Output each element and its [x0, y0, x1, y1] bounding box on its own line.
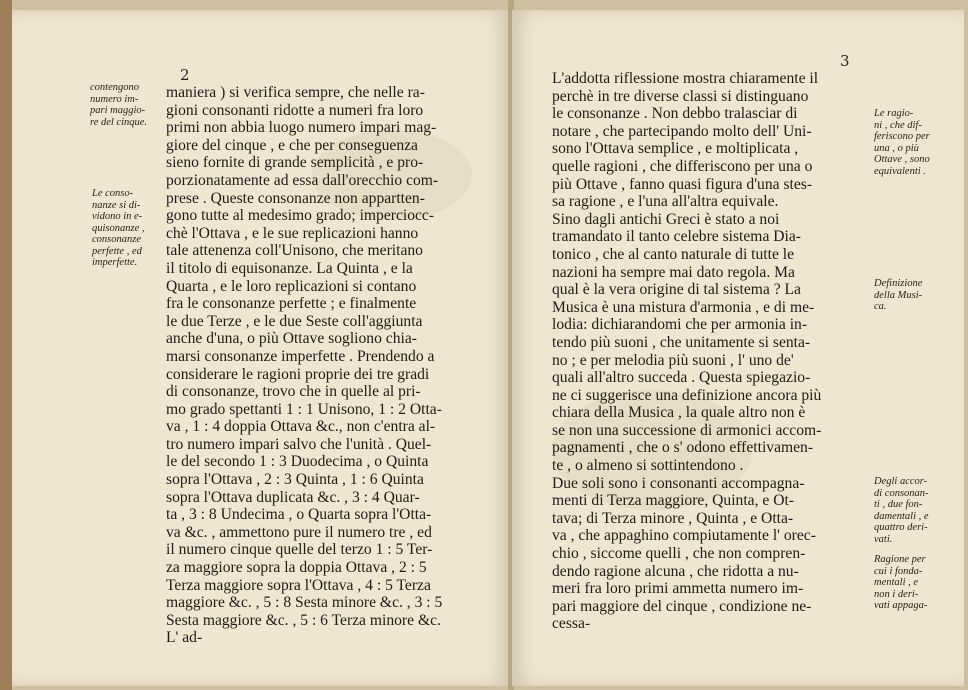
- margin-note-line: quattro deri-: [874, 522, 928, 533]
- margin-note: [90, 82, 147, 128]
- margin-note-line: consonanze: [92, 234, 141, 245]
- text-line: gioni consonanti ridotte a numeri fra loro: [166, 101, 424, 119]
- text-line: lodia: dichiarandomi che per armonia in-: [552, 316, 808, 334]
- margin-note-line: imperfette.: [92, 257, 138, 268]
- text-line: tale attenenza coll'Unisono, che meritano: [166, 242, 423, 260]
- margin-note-line: pari maggio-: [90, 105, 146, 116]
- text-line: L' ad-: [166, 629, 203, 647]
- text-line: za maggiore sopra la doppia Ottava , 2 : 5: [166, 559, 427, 577]
- text-line: tramandato il tanto celebre sistema Dia-: [552, 228, 801, 246]
- margin-note-line: feriscono per: [874, 131, 930, 142]
- text-line: meri fra loro primi ammetta numero im-: [552, 580, 804, 598]
- margin-note: [874, 554, 927, 612]
- margin-note-line: ni , che dif-: [874, 119, 922, 131]
- margin-note-line: cui i fonda-: [874, 565, 923, 577]
- text-line: le del secondo 1 : 3 Duodecima , o Quinta: [166, 453, 429, 471]
- page-number: 2: [180, 66, 190, 84]
- text-line: il titolo di equisonanze. La Quinta , e la: [166, 259, 413, 277]
- margin-note-line: Ottave , sono: [874, 154, 930, 165]
- text-line: tro numero impari salvo che l'unità . Quel-: [166, 435, 432, 453]
- text-line: pagnamenti , che o s' odono effettivamen-: [552, 439, 814, 457]
- margin-note-line: Definizione: [874, 278, 923, 289]
- text-line: te , o almeno si sottintendono .: [552, 457, 744, 475]
- text-line: va , 1 : 4 doppia Ottava &c., non c'entra al-: [166, 418, 436, 436]
- margin-note-line: una , o più: [874, 142, 919, 154]
- body-text: [552, 70, 821, 633]
- text-line: Sesta maggiore &c. , 5 : 6 Terza minore &c.: [166, 611, 441, 629]
- margin-note-line: della Musi-: [874, 289, 923, 301]
- text-line: primi non abbia luogo numero impari mag-: [166, 119, 437, 137]
- text-line: sopra l'Ottava duplicata &c. , 3 : 4 Quar-: [166, 488, 420, 506]
- margin-note-line: Le conso-: [92, 188, 134, 199]
- text-line: il numero cinque quelle del terzo 1 : 5 Ter-: [166, 541, 433, 559]
- text-line: prese . Queste consonanze non appartten-: [166, 189, 425, 207]
- text-line: pari maggiore del cinque , condizione ne-: [552, 597, 812, 615]
- text-line: ta , 3 : 8 Undecima , o Quarta sopra l'Otta-: [166, 506, 432, 524]
- text-line: le due Terze , e le due Seste coll'aggiunta: [166, 312, 423, 330]
- margin-note-line: re del cinque.: [90, 116, 148, 128]
- text-line: porzionatamente ad essa dall'orecchio com-: [166, 171, 439, 189]
- margin-note-line: equivalenti .: [874, 165, 926, 177]
- left-page: [12, 10, 510, 686]
- margin-note-line: Degli accor-: [874, 476, 928, 487]
- text-line: cessa-: [552, 615, 591, 633]
- text-line: tendo più suoni , che unitamente si senta-: [552, 333, 811, 351]
- text-line: dendo ragione alcuna , che ridotta a nu-: [552, 562, 799, 580]
- text-line: più Ottave , fanno quasi figura d'una stes-: [552, 175, 813, 193]
- text-line: Sino dagli antichi Greci è stato a noi: [552, 210, 780, 228]
- margin-note-line: di consonan-: [874, 487, 929, 499]
- margin-note-line: numero im-: [90, 93, 139, 105]
- text-line: nazioni ha sempre mai dato regola. Ma: [552, 263, 795, 281]
- page-number: 3: [840, 52, 850, 70]
- text-line: sopra l'Ottava , 2 : 3 Quinta , 1 : 6 Quinta: [166, 471, 424, 489]
- text-line: sa ragione , e l'una all'altra equivale.: [552, 193, 779, 211]
- book-edge: [0, 0, 12, 690]
- text-line: perchè in tre diverse classi si distinguano: [552, 87, 809, 105]
- text-line: va , che appaghino compiutamente l' orec-: [552, 527, 816, 545]
- margin-note-line: non i deri-: [874, 588, 919, 600]
- text-line: sono l'Ottava semplice , e moltiplicata ,: [552, 140, 799, 158]
- margin-note-line: damentali , e: [874, 510, 929, 522]
- margin-note-line: ca.: [874, 301, 887, 312]
- margin-note-line: contengono: [90, 82, 139, 93]
- margin-note: [92, 188, 145, 269]
- margin-note-line: vidono in e-: [92, 211, 143, 222]
- text-line: Quarta , e le loro replicazioni si contano: [166, 277, 417, 295]
- text-line: quali all'altro succeda . Questa spiegazio-: [552, 369, 811, 387]
- margin-note-line: vati.: [874, 533, 893, 545]
- text-line: L'addotta riflessione mostra chiaramente il: [552, 70, 819, 87]
- text-line: sieno fornite di grande semplicità , e pro-: [166, 154, 424, 172]
- text-line: Due soli sono i consonanti accompagna-: [552, 474, 805, 492]
- text-line: marsi consonanze imperfette . Prendendo a: [166, 347, 435, 365]
- text-line: chiara della Musica , la quale altro non è: [552, 404, 806, 422]
- margin-note-line: Le ragio-: [874, 108, 914, 119]
- text-line: tava; di Terza minore , Quinta , e Otta-: [552, 509, 794, 527]
- text-line: di consonanze, trovo che in quelle al pri-: [166, 383, 421, 401]
- text-line: chè l'Ottava , e le sue replicazioni hanno: [166, 224, 419, 242]
- margin-note-line: ti , due fon-: [874, 499, 923, 510]
- text-line: gono tutte al medesimo grado; imperciocc-: [166, 207, 435, 225]
- text-line: fra le consonanze perfette ; e finalmente: [166, 295, 417, 313]
- text-line: se non una successione di armonici accom-: [552, 421, 822, 439]
- text-line: maniera ) si verifica sempre, che nelle ra-: [166, 84, 425, 101]
- margin-note-line: perfette , ed: [92, 245, 142, 257]
- text-line: menti di Terza maggiore, Quinta, e Ot-: [552, 492, 794, 510]
- text-line: notare , che partecipando molto dell' Uni-: [552, 122, 812, 140]
- text-line: quelle ragioni , che differiscono per una o: [552, 157, 813, 175]
- text-line: giore del cinque , e che per conseguenza: [166, 136, 418, 154]
- text-line: mo grado spettanti 1 : 1 Unisono, 1 : 2 Otta-: [166, 400, 442, 418]
- margin-note-line: Ragione per: [874, 554, 926, 565]
- margin-note-line: quisonanze ,: [92, 222, 145, 234]
- text-line: Terza maggiore sopra l'Ottava , 4 : 5 Terza: [166, 576, 431, 594]
- text-line: le consonanze . Non debbo tralasciar di: [552, 105, 798, 123]
- text-line: anche d'una, o più Ottave sogliono chia-: [166, 330, 417, 348]
- text-line: qual è la vera origine di tal sistema ? La: [552, 281, 801, 299]
- text-line: Musica è una mistura d'armonia , e di me-: [552, 298, 815, 316]
- text-line: no ; e per melodia più suoni , l' uno de': [552, 351, 794, 369]
- text-line: ne ci suggerisce una definizione ancora più: [552, 386, 822, 404]
- margin-note-line: nanze si di-: [92, 199, 141, 211]
- margin-note: [874, 108, 930, 177]
- margin-note: [874, 278, 922, 313]
- text-line: maggiore &c. , 5 : 8 Sesta minore &c. , 3 : 5: [166, 594, 443, 612]
- body-text: [166, 84, 442, 647]
- margin-note-line: mentali , e: [874, 577, 919, 588]
- text-line: va &c. , ammettono pure il numero tre , ed: [166, 523, 432, 541]
- margin-note-line: vati appaga-: [874, 600, 928, 611]
- right-page: [512, 10, 964, 686]
- text-line: chio , siccome quelli , che non compren-: [552, 545, 806, 563]
- text-line: considerare le ragioni proprie dei tre gradi: [166, 365, 430, 383]
- text-line: tonico , che al canto naturale di tutte le: [552, 245, 795, 263]
- margin-note: [874, 476, 929, 545]
